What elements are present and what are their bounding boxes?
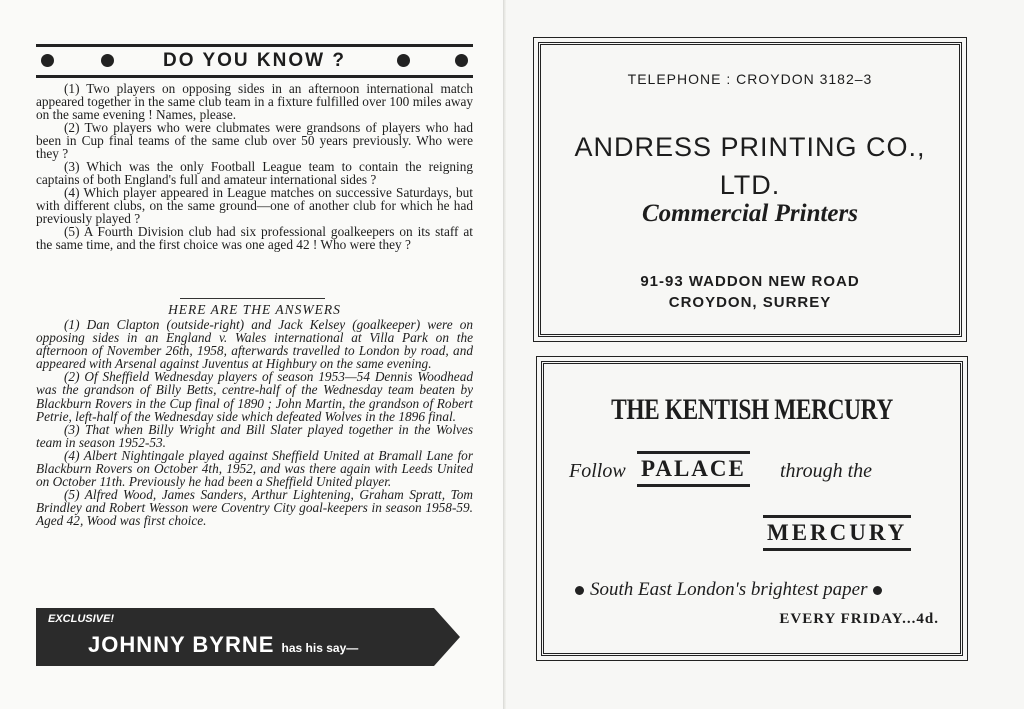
publication-frequency: EVERY FRIDAY...4d. — [779, 611, 939, 627]
answer-4: (4) Albert Nightingale played against Sheffield United at Bramall Lane for Blackburn Rovers on October 4th, 1952, and was there again with Leeds United on October 11th. Previously he had been a Sheffield United player. — [36, 447, 473, 490]
answers-heading: HERE ARE THE ANSWERS — [168, 302, 341, 317]
company-line-1: ANDRESS PRINTING CO., — [574, 132, 926, 162]
address-line-1: 91-93 WADDON NEW ROAD — [640, 273, 860, 290]
question-5: (5) A Fourth Division club had six professional goalkeepers on its staff at the same time, and the first choice was one aged 42 ! Who were they ? — [36, 224, 473, 252]
question-4: (4) Which player appeared in League matches on successive Saturdays, but with different clubs, on the same ground—one of another club for which he had previously played ? — [36, 185, 473, 226]
banner-headline — [88, 632, 358, 658]
page-title: DO YOU KNOW ? — [163, 50, 346, 71]
bullet-dot — [575, 586, 584, 595]
question-2: (2) Two players who were clubmates were grandsons of players who had been in Cup final teams of the same club over 50 years previously. Who were they ? — [36, 120, 473, 161]
top-rule — [36, 44, 473, 47]
divider — [180, 298, 325, 299]
banner-name: JOHNNY BYRNE — [88, 632, 275, 657]
slogan — [569, 579, 888, 601]
kentish-mercury-ad — [536, 356, 968, 661]
header-bottom-rule — [36, 75, 473, 78]
andress-printing-ad — [533, 37, 967, 342]
bullet-dot — [873, 586, 882, 595]
newspaper-title: THE KENTISH MERCURY — [611, 393, 893, 426]
tagline: Commercial Printers — [642, 200, 858, 227]
answer-3: (3) That when Billy Wright and Bill Slater played together in the Wolves team in season 1952-53. — [36, 421, 473, 450]
address-line-2: CROYDON, SURREY — [668, 294, 832, 311]
answer-1: (1) Dan Clapton (outside-right) and Jack Kelsey (goalkeeper) were on opposing sides in an England v. Wales international at Villa Park on the afternoon of November 26th, 1958, afterwards travelled to London by road, and appeared with Arsenal against Juventus at Highbury on the same evening. — [36, 317, 473, 372]
bullet-dot — [397, 54, 410, 67]
company-name — [534, 128, 966, 204]
banner-tail: has his say— — [281, 641, 359, 655]
left-page — [0, 0, 506, 709]
mercury-word: MERCURY — [763, 515, 911, 551]
answer-5: (5) Alfred Wood, James Sanders, Arthur Lightening, Graham Spratt, Tom Brindley and Robert Wesson were Coventry City goal-keepers in season 1958-59. Aged 42, Wood was first choice. — [36, 487, 473, 529]
question-3: (3) Which was the only Football League team to contain the reigning captains of both England's full and amateur international sides ? — [36, 159, 473, 187]
banner-kicker: EXCLUSIVE! — [48, 613, 115, 625]
slogan-text: South East London's brightest paper — [590, 579, 868, 600]
question-1: (1) Two players on opposing sides in an afternoon international match appeared together in the same club team in a fixture fulfilled over 100 miles away on the same evening ! Names, please. — [36, 81, 473, 122]
telephone: TELEPHONE : CROYDON 3182–3 — [627, 71, 873, 87]
answers — [36, 318, 473, 528]
do-you-know-header — [36, 50, 473, 72]
address — [534, 271, 966, 313]
answer-2: (2) Of Sheffield Wednesday players of season 1953—54 Dennis Woodhead was the grandson of Billy Betts, centre-half of the Wednesday team beaten by Blackburn Rovers in the Cup final of 1890 ; John Martin, the grandson of Robert Petrie, left-half of the Wednesday side which defeated Wolves in the 1896 final. — [36, 369, 473, 424]
through-text: through the — [780, 460, 873, 482]
palace-word: PALACE — [637, 451, 750, 487]
company-line-2: LTD. — [719, 170, 781, 200]
bullet-dot — [455, 54, 468, 67]
questions — [36, 82, 473, 251]
exclusive-banner — [36, 608, 460, 666]
follow-text: Follow — [569, 460, 626, 482]
